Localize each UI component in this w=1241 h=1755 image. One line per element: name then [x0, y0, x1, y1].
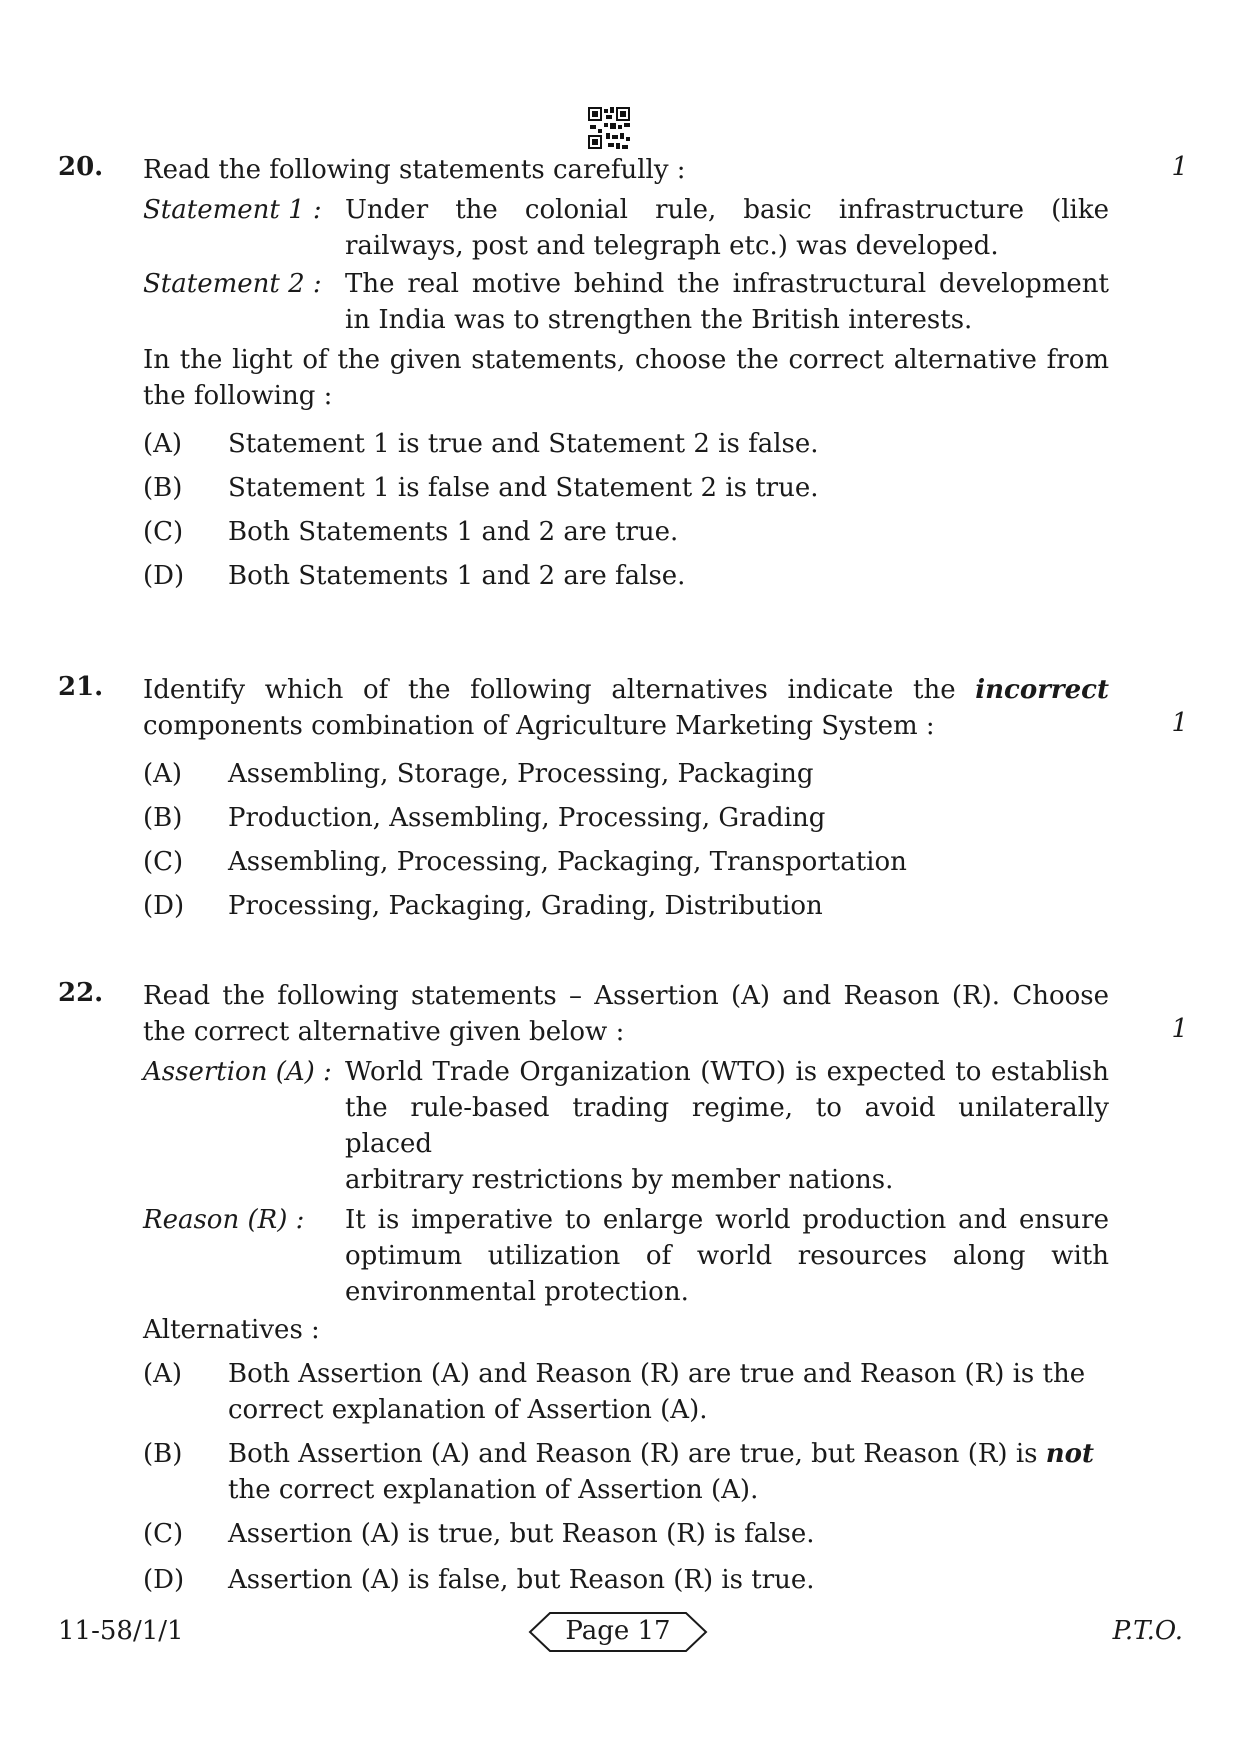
statement-text: Under the colonial rule, basic infrastructure (like — [345, 195, 1109, 225]
option-b — [143, 470, 1143, 506]
question-text: Read the following statements – Assertion (A) and Reason (R). Choose — [143, 981, 1109, 1011]
option-a — [143, 426, 1143, 462]
reason-text: optimum utilization of world resources along with — [345, 1241, 1109, 1271]
option-text: correct explanation of Assertion (A). — [228, 1395, 708, 1425]
option-b — [143, 800, 1143, 836]
statement-label: Statement 1 : — [143, 195, 322, 225]
prompt-line: the following : — [143, 381, 333, 411]
option-label: (A) — [143, 1359, 183, 1389]
option-text-part: Both Assertion (A) and Reason (R) are true, but Reason (R) is — [228, 1439, 1038, 1469]
option-label: (A) — [143, 429, 183, 459]
assertion-text: the rule-based trading regime, to avoid unilaterally placed — [345, 1093, 1109, 1159]
assertion-text: arbitrary restrictions by member nations. — [345, 1165, 894, 1195]
option-c — [143, 514, 1143, 550]
option-text: Processing, Packaging, Grading, Distribution — [228, 891, 823, 921]
please-turn-over: P.T.O. — [1112, 1616, 1183, 1646]
option-d — [143, 1562, 1143, 1598]
option-text: Assembling, Storage, Processing, Packaging — [228, 759, 814, 789]
page-number: Page 17 — [565, 1616, 671, 1646]
emphasis-text: not — [1045, 1439, 1095, 1469]
paper-code: 11-58/1/1 — [58, 1616, 184, 1646]
statement-text: in India was to strengthen the British interests. — [345, 305, 973, 335]
option-label: (B) — [143, 1439, 183, 1469]
assertion — [143, 1054, 1143, 1198]
statement-label: Statement 2 : — [143, 269, 322, 299]
question-intro: Read the following statements carefully : — [143, 155, 686, 185]
option-text: Assertion (A) is true, but Reason (R) is false. — [228, 1519, 815, 1549]
option-label: (D) — [143, 891, 185, 921]
statement-1 — [143, 192, 1143, 264]
option-text: Assembling, Processing, Packaging, Transportation — [228, 847, 907, 877]
option-c — [143, 1516, 1143, 1552]
option-label: (D) — [143, 561, 185, 591]
prompt-line: In the light of the given statements, choose the correct alternative from — [143, 345, 1109, 375]
option-text: Production, Assembling, Processing, Grading — [228, 803, 826, 833]
option-text — [228, 1436, 1143, 1472]
marks: 1 — [1171, 152, 1188, 182]
statement-text: railways, post and telegraph etc.) was developed. — [345, 231, 999, 261]
option-text: Both Statements 1 and 2 are false. — [228, 561, 686, 591]
page-footer — [58, 1616, 1183, 1656]
option-b — [143, 1436, 1143, 1508]
option-label: (B) — [143, 473, 183, 503]
reason — [143, 1202, 1143, 1310]
marks: 1 — [1171, 1014, 1188, 1044]
option-a — [143, 756, 1143, 792]
question-text: Identify which of the following alternatives indicate the — [143, 675, 956, 705]
option-label: (C) — [143, 517, 184, 547]
question-number: 20. — [58, 152, 104, 182]
statement-text: The real motive behind the infrastructural development — [345, 269, 1109, 299]
option-label: (A) — [143, 759, 183, 789]
question-text: components combination of Agriculture Marketing System : — [143, 711, 935, 741]
assertion-label: Assertion (A) : — [143, 1057, 332, 1087]
option-text: Both Statements 1 and 2 are true. — [228, 517, 679, 547]
option-label: (D) — [143, 1565, 185, 1595]
option-text: Statement 1 is true and Statement 2 is false. — [228, 429, 819, 459]
option-c — [143, 844, 1143, 880]
option-a — [143, 1356, 1143, 1428]
option-label: (C) — [143, 1519, 184, 1549]
option-d — [143, 888, 1143, 924]
emphasis-text: incorrect — [975, 675, 1110, 705]
option-text: Assertion (A) is false, but Reason (R) is true. — [228, 1565, 815, 1595]
question-number: 21. — [58, 672, 104, 702]
question-line — [143, 672, 1109, 708]
option-text: Statement 1 is false and Statement 2 is true. — [228, 473, 819, 503]
marks: 1 — [1171, 708, 1188, 738]
statement-2 — [143, 266, 1143, 338]
assertion-text: World Trade Organization (WTO) is expected to establish — [345, 1057, 1109, 1087]
question-number: 22. — [58, 978, 104, 1008]
question-text: the correct alternative given below : — [143, 1017, 625, 1047]
option-text: the correct explanation of Assertion (A). — [228, 1475, 759, 1505]
page-number-badge — [528, 1610, 708, 1654]
reason-text: environmental protection. — [345, 1277, 689, 1307]
alternatives-heading: Alternatives : — [143, 1315, 320, 1345]
option-text: Both Assertion (A) and Reason (R) are true and Reason (R) is the — [228, 1359, 1086, 1389]
reason-label: Reason (R) : — [143, 1205, 305, 1235]
option-label: (B) — [143, 803, 183, 833]
question-prompt — [143, 342, 1109, 414]
option-label: (C) — [143, 847, 184, 877]
qr-code-icon — [588, 107, 630, 149]
option-d — [143, 558, 1143, 594]
reason-text: It is imperative to enlarge world production and ensure — [345, 1205, 1109, 1235]
